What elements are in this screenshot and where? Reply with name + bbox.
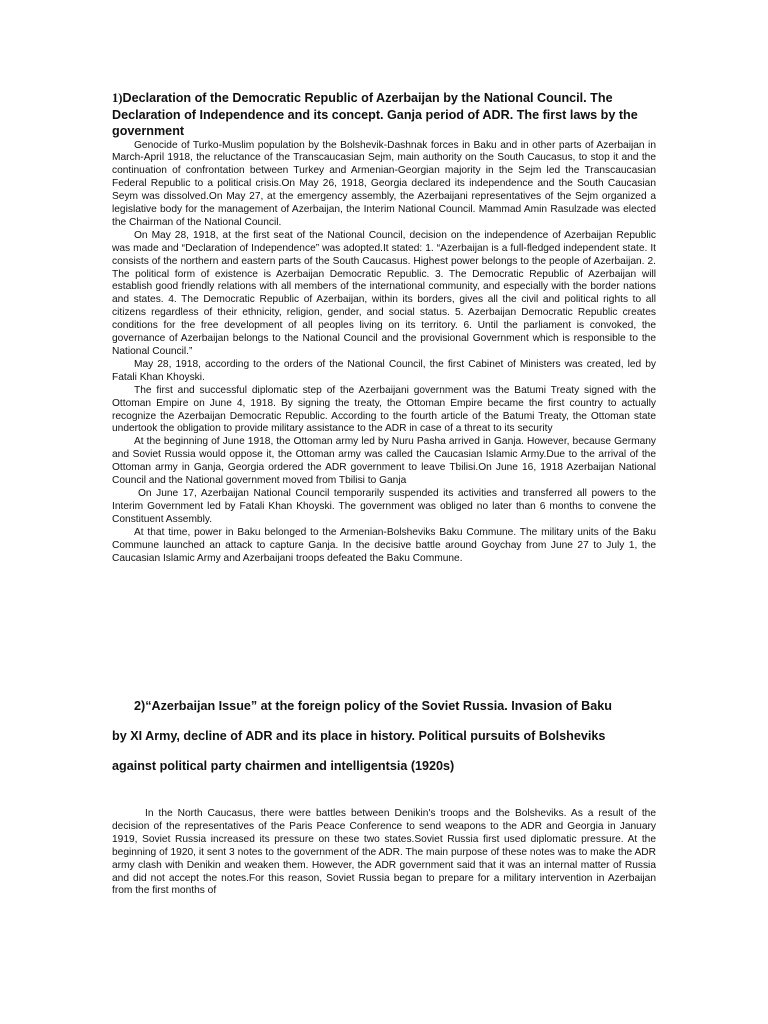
paragraph: On May 28, 1918, at the first seat of the National Council, decision on the independence of Azerbaijan Republic was made and “Declaration of Independence” was adopted.It stated: 1. “Azerbaijan is a full-fledged independent state. It consists of the northern and eastern parts of the South Caucasus. Highest power belongs to the people of Azerbaijan. 2. The political form of existence is Azerbaijan Democratic Republic. 3. The Democratic Republic of Azerbaijan will establish good friendly relations with all members of the international community, and especially with the border nations and states. 4. The Democratic Republic of Azerbaijan, within its borders, gives all the civil and political rights to all citizens regardless of their ethnicity, religion, gender, and social status. 5. Azerbaijan Democratic Republic creates conditions for the free development of all peoples living on its territory. 6. Until the parliament is convoked, the governance of Azerbaijan belongs to the National Council and the provisional Government which is responsible to the National Council.” (112, 229, 656, 357)
paragraph: In the North Caucasus, there were battles between Denikin's troops and the Bolsheviks. As a result of the decision of the representatives of the Paris Peace Conference to send weapons to the ADR and Georgia in January 1919, Soviet Russia increased its pressure on these two states.Soviet Russia first used diplomatic pressure. At the beginning of 1920, it sent 3 notes to the government of the ADR. The main purpose of these notes was to make the ADR army clash with Denikin and weaken them. However, the ADR government said that it was an internal matter of Russia and did not accept the notes.For this reason, Soviet Russia began to prepare for a military intervention in Azerbaijan from the first months of (112, 808, 656, 897)
section-2-heading-line: 2)“Azerbaijan Issue” at the foreign policy of the Soviet Russia. Invasion of Baku (134, 699, 612, 713)
section-1-heading (112, 90, 656, 140)
section-2-body (112, 808, 656, 898)
paragraph: At that time, power in Baku belonged to the Armenian-Bolsheviks Baku Commune. The military units of the Baku Commune launched an attack to capture Ganja. In the decisive battle around Goychay from June 27 to July 1, the Caucasian Islamic Army and Azerbaijani troops defeated the Baku Commune. (112, 526, 656, 564)
section-2-heading-line: by XI Army, decline of ADR and its place in history. Political pursuits of Bolsheviks (112, 729, 606, 743)
paragraph: At the beginning of June 1918, the Ottoman army led by Nuru Pasha arrived in Ganja. However, because Germany and Soviet Russia would oppose it, the Ottoman army was called the Caucasian Islamic Army.Due to the arrival of the Ottoman army in Ganja, Georgia ordered the ADR government to leave Tbilisi.On June 16, 1918 Azerbaijan National Council and the National government moved from Tbilisi to Ganja (112, 436, 656, 487)
section-1-heading-text: Declaration of the Democratic Republic of Azerbaijan by the National Council. The Declaration of Independence and its concept. Ganja period of ADR. The first laws by the government (112, 91, 638, 138)
section-1 (112, 90, 656, 565)
paragraph: On June 17, Azerbaijan National Council temporarily suspended its activities and transferred all powers to the Interim Government led by Fatali Khan Khoyski. The government was obliged no later than 6 months to convene the Constituent Assembly. (112, 487, 656, 525)
paragraph: The first and successful diplomatic step of the Azerbaijani government was the Batumi Treaty signed with the Ottoman Empire on June 4, 1918. By signing the treaty, the Ottoman Empire became the first country to actually recognize the Azerbaijan Democratic Republic. According to the fourth article of the Batumi Treaty, the Ottoman state undertook the obligation to provide military assistance to the ADR in case of a threat to its security (112, 384, 656, 435)
paragraph: May 28, 1918, according to the orders of the National Council, the first Cabinet of Ministers was created, led by Fatali Khan Khoyski. (112, 358, 656, 383)
section-2-heading-line: against political party chairmen and intelligentsia (1920s) (112, 759, 455, 773)
paragraph: Genocide of Turko-Muslim population by the Bolshevik-Dashnak forces in Baku and in other parts of Azerbaijan in March-April 1918, the reluctance of the Transcaucasian Sejm, main authority on the South Caucasus, to stop it and the continuation of confrontation between Turkey and Armenian-Georgian majority in the Sejm led the Transcaucasian Federal Republic to a political crisis.On May 26, 1918, Georgia declared its independence and the South Caucasian Seym was dissolved.On May 27, at the emergency assembly, the Azerbaijani representatives of the Sejm organized a legislative body for the management of Azerbaijan, the Interim National Council. Mammad Amin Rasulzade was elected the Chairman of the National Council. (112, 139, 656, 228)
section-2-heading (112, 691, 656, 781)
section-1-heading-number: 1) (112, 91, 123, 105)
